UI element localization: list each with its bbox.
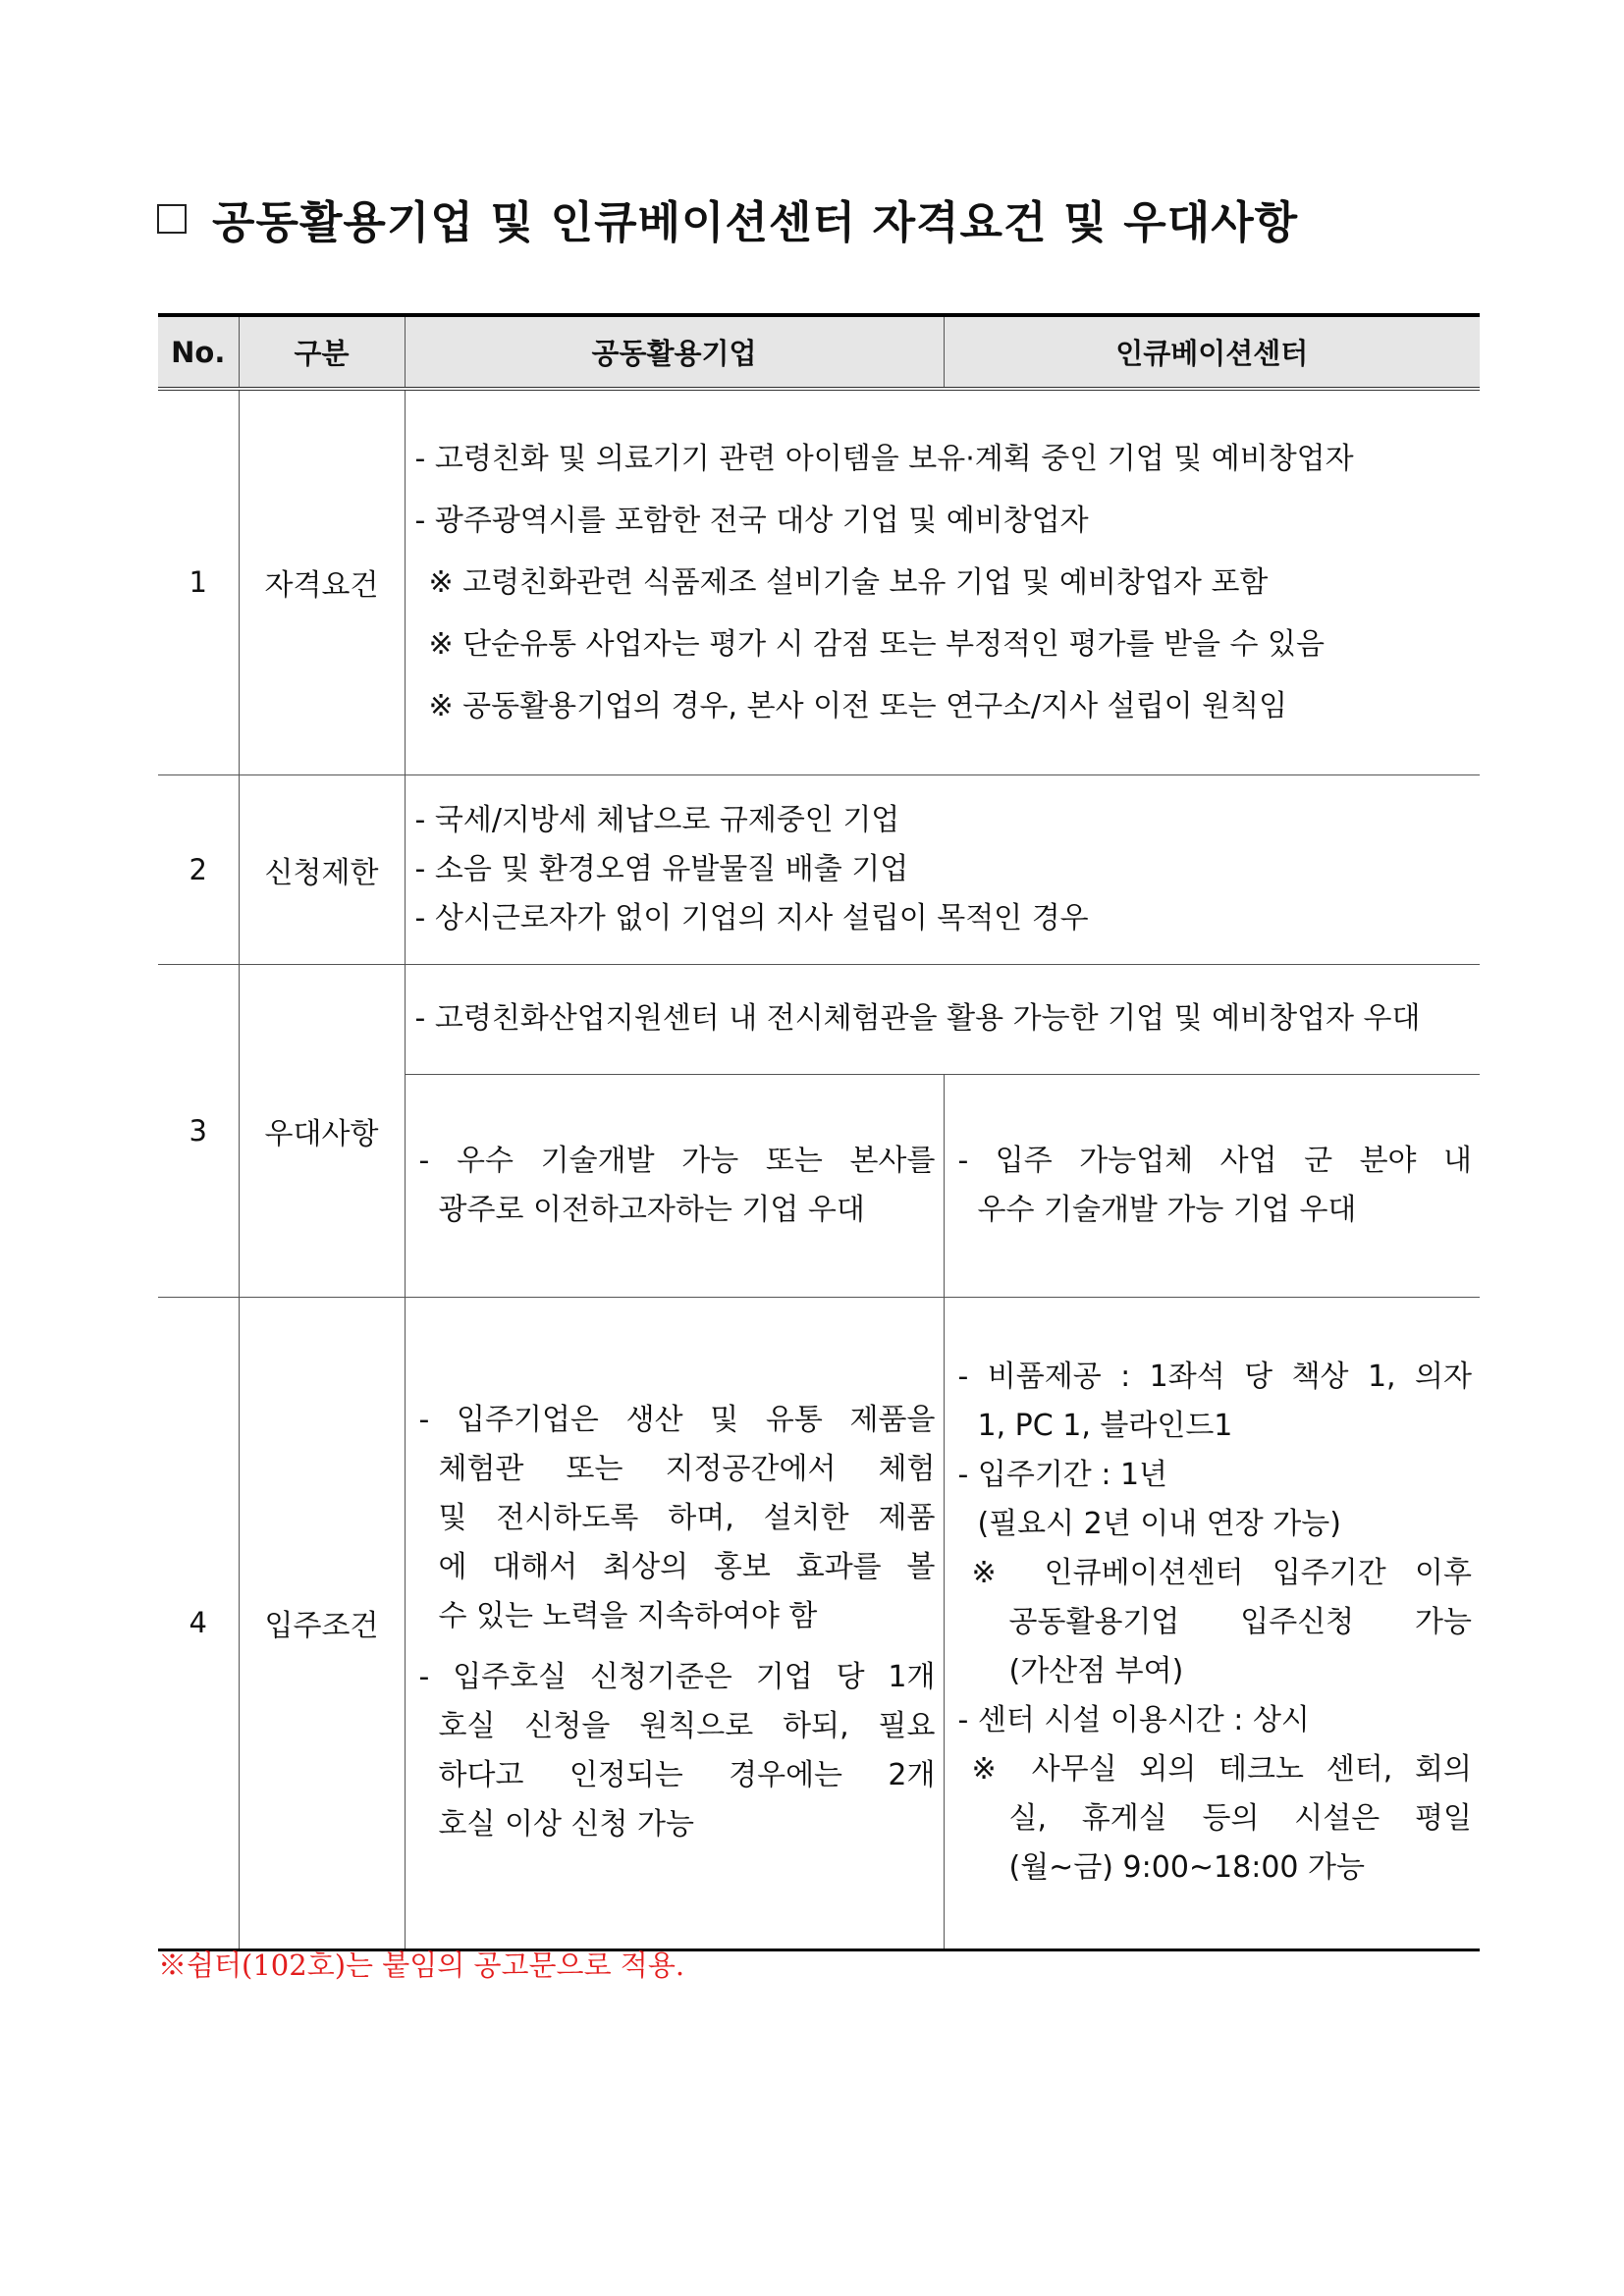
row-number: 2 <box>158 774 239 964</box>
list-item: - 입주기간 : 1년 <box>957 1458 1168 1492</box>
list-item-continuation: 호실 이상 신청 가능 <box>438 1807 694 1842</box>
list-item: - 우수 기술개발 가능 또는 본사를 <box>418 1143 936 1178</box>
header-no: No. <box>158 315 239 389</box>
list-item-continuation: 및 전시하도록 하며, 설치한 제품 <box>438 1501 936 1535</box>
restrictions-cell <box>405 774 1480 964</box>
list-item: - 고령친화 및 의료기기 관련 아이템을 보유·계획 중인 기업 및 예비창업자 <box>414 441 1354 476</box>
note-continuation: (월~금) 9:00~18:00 가능 <box>1008 1850 1365 1885</box>
row-category: 신청제한 <box>239 774 405 964</box>
list-item-continuation: 호실 신청을 원칙으로 하되, 필요 <box>438 1709 936 1743</box>
table-row <box>158 774 1480 964</box>
list-item: - 입주기업은 생산 및 유통 제품을 <box>418 1403 936 1437</box>
table-row <box>158 389 1480 774</box>
page-title <box>157 187 1298 250</box>
list-item: - 소음 및 환경오염 유발물질 배출 기업 <box>414 851 909 886</box>
footnote: ※쉼터(102호)는 붙임의 공고문으로 적용. <box>158 1949 685 1982</box>
row-category: 우대사항 <box>239 964 405 1297</box>
row-number: 1 <box>158 389 239 774</box>
note-item: ※ 인큐베이션센터 입주기간 이후 <box>971 1556 1472 1590</box>
table-header-row <box>158 315 1480 389</box>
preference-shared-cell <box>405 1074 944 1297</box>
list-item-continuation: 에 대해서 최상의 홍보 효과를 볼 <box>438 1550 936 1584</box>
list-item: - 비품제공 : 1좌석 당 책상 1, 의자 <box>957 1360 1472 1394</box>
list-item: - 입주호실 신청기준은 기업 당 1개 <box>418 1660 936 1694</box>
note-continuation: 공동활용기업 입주신청 가능 <box>1008 1605 1472 1639</box>
list-item-continuation: 1, PC 1, 블라인드1 <box>977 1409 1233 1443</box>
header-shared-company: 공동활용기업 <box>405 315 944 389</box>
note-item: ※ 사무실 외의 테크노 센터, 회의 <box>971 1752 1472 1787</box>
list-item-continuation: (필요시 2년 이내 연장 가능) <box>977 1507 1341 1541</box>
note-item: ※ 단순유통 사업자는 평가 시 감점 또는 부정적인 평가를 받을 수 있음 <box>428 626 1325 662</box>
note-continuation: 실, 휴게실 등의 시설은 평일 <box>1008 1801 1472 1836</box>
row-category: 자격요건 <box>239 389 405 774</box>
note-continuation: (가산점 부여) <box>1008 1654 1184 1688</box>
list-item: - 광주광역시를 포함한 전국 대상 기업 및 예비창업자 <box>414 503 1089 538</box>
page-title-text: 공동활용기업 및 인큐베이션센터 자격요건 및 우대사항 <box>212 196 1299 248</box>
list-item-continuation: 체험관 또는 지정공간에서 체험 <box>438 1452 936 1486</box>
list-item: - 상시근로자가 없이 기업의 지사 설립이 목적인 경우 <box>414 900 1089 935</box>
row-number: 4 <box>158 1297 239 1949</box>
requirements-table <box>158 313 1480 1951</box>
note-item: ※ 고령친화관련 식품제조 설비기술 보유 기업 및 예비창업자 포함 <box>428 564 1269 600</box>
list-item-continuation: 수 있는 노력을 지속하여야 함 <box>438 1599 818 1633</box>
eligibility-cell <box>405 389 1480 774</box>
preference-incubation-cell <box>944 1074 1480 1297</box>
header-incubation-center: 인큐베이션센터 <box>944 315 1480 389</box>
occupancy-shared-cell <box>405 1297 944 1949</box>
list-item-continuation: 우수 기술개발 가능 기업 우대 <box>977 1192 1357 1227</box>
list-item-continuation: 하다고 인정되는 경우에는 2개 <box>438 1758 936 1792</box>
list-item: - 센터 시설 이용시간 : 상시 <box>957 1703 1310 1737</box>
occupancy-incubation-cell <box>944 1297 1480 1949</box>
table-row <box>158 1297 1480 1949</box>
preference-common-cell <box>405 964 1480 1074</box>
list-item: - 입주 가능업체 사업 군 분야 내 <box>957 1143 1472 1178</box>
note-item: ※ 공동활용기업의 경우, 본사 이전 또는 연구소/지사 설립이 원칙임 <box>428 688 1288 723</box>
checkbox-square-icon <box>157 204 187 234</box>
header-category: 구분 <box>239 315 405 389</box>
row-category: 입주조건 <box>239 1297 405 1949</box>
list-item: - 고령친화산업지원센터 내 전시체험관을 활용 가능한 기업 및 예비창업자 우대 <box>414 1001 1421 1036</box>
list-item: - 국세/지방세 체납으로 규제중인 기업 <box>414 802 900 837</box>
row-number: 3 <box>158 964 239 1297</box>
list-item-continuation: 광주로 이전하고자하는 기업 우대 <box>438 1192 865 1227</box>
table-row <box>158 964 1480 1074</box>
